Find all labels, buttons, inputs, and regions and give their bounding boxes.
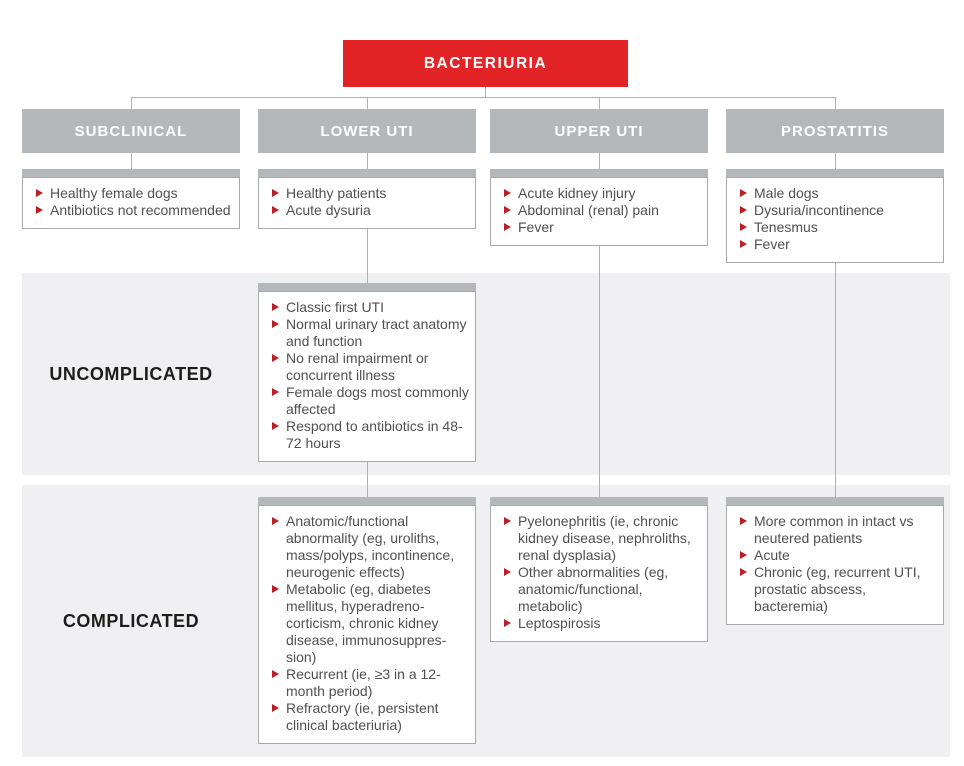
list-item <box>265 581 469 666</box>
list-item <box>265 185 469 202</box>
list-item <box>733 236 937 253</box>
list-item-text: Acute dysuria <box>286 202 371 218</box>
list-item-text: Fever <box>754 236 790 252</box>
list-item <box>497 202 701 219</box>
bullet-list <box>265 513 469 734</box>
bullet-arrow-icon <box>740 240 747 248</box>
list-item <box>265 513 469 581</box>
bullet-arrow-icon <box>740 517 747 525</box>
list-item <box>265 666 469 700</box>
row-label-uncomplicated: UNCOMPLICATED <box>49 363 213 384</box>
list-item-text: Male dogs <box>754 185 819 201</box>
box-cap <box>258 169 476 177</box>
bullet-list <box>733 513 937 615</box>
bullet-list <box>29 185 233 219</box>
bullet-arrow-icon <box>272 585 279 593</box>
bullet-arrow-icon <box>272 206 279 214</box>
list-item-text: Acute kidney injury <box>518 185 636 201</box>
list-item-text: Antibiotics not recommended <box>50 202 231 218</box>
list-item <box>29 185 233 202</box>
list-item-text: Pyelonephritis (ie, chronic kidney disease, nephroliths, renal dysplasia) <box>518 513 691 563</box>
header-lower-uti: LOWER UTI <box>258 109 476 153</box>
box-upper-uti-complicated <box>490 497 708 642</box>
box-lower-uti-signs <box>258 169 476 229</box>
bullet-arrow-icon <box>740 223 747 231</box>
list-item-text: No renal impairment or concurrent illness <box>286 350 429 383</box>
list-item <box>497 185 701 202</box>
bullet-arrow-icon <box>504 568 511 576</box>
list-item <box>29 202 233 219</box>
list-item-text: Leptospirosis <box>518 615 601 631</box>
bullet-arrow-icon <box>272 704 279 712</box>
bullet-arrow-icon <box>36 189 43 197</box>
list-item <box>497 564 701 615</box>
root-node-bacteriuria: BACTERIURIA <box>343 40 628 87</box>
connector-upper-uti-complicated <box>599 245 600 500</box>
box-prostatitis-complicated <box>726 497 944 625</box>
bullet-arrow-icon <box>272 388 279 396</box>
box-lower-uti-complicated <box>258 497 476 744</box>
bullet-arrow-icon <box>504 206 511 214</box>
list-item-text: Fever <box>518 219 554 235</box>
list-item-text: Anatomic/functional abnormality (eg, uroliths, mass/polyps, incontinence, neurogenic effects) <box>286 513 455 580</box>
list-item-text: Chronic (eg, recurrent UTI, prostatic abscess, bacteremia) <box>754 564 921 614</box>
list-item <box>497 219 701 236</box>
list-item-text: Tenesmus <box>754 219 818 235</box>
list-item-text: Abdominal (renal) pain <box>518 202 659 218</box>
bullet-list <box>265 185 469 219</box>
connector-horizontal <box>131 97 836 98</box>
box-cap <box>490 169 708 177</box>
bullet-arrow-icon <box>272 517 279 525</box>
list-item-text: Respond to antibiotics in 48-72 hours <box>286 418 463 451</box>
header-prostatitis: PROSTATITIS <box>726 109 944 153</box>
bullet-arrow-icon <box>272 189 279 197</box>
list-item <box>733 564 937 615</box>
list-item-text: Normal urinary tract anatomy and function <box>286 316 467 349</box>
box-lower-uti-uncomplicated <box>258 283 476 462</box>
list-item-text: Healthy patients <box>286 185 387 201</box>
bullet-arrow-icon <box>740 206 747 214</box>
bullet-arrow-icon <box>36 206 43 214</box>
list-item-text: Recurrent (ie, ≥3 in a 12-month period) <box>286 666 441 699</box>
bullet-arrow-icon <box>740 551 747 559</box>
list-item <box>497 615 701 632</box>
list-item <box>265 384 469 418</box>
bullet-arrow-icon <box>504 189 511 197</box>
bullet-list <box>265 299 469 452</box>
list-item <box>733 513 937 547</box>
bullet-arrow-icon <box>504 517 511 525</box>
bullet-arrow-icon <box>272 303 279 311</box>
connector-prostatitis-complicated <box>835 245 836 500</box>
list-item-text: More common in intact vs neutered patients <box>754 513 914 546</box>
box-cap <box>22 169 240 177</box>
list-item <box>265 350 469 384</box>
list-item <box>733 219 937 236</box>
list-item <box>265 418 469 452</box>
box-cap <box>490 497 708 505</box>
box-cap <box>258 283 476 291</box>
bullet-arrow-icon <box>272 354 279 362</box>
box-cap <box>258 497 476 505</box>
header-subclinical: SUBCLINICAL <box>22 109 240 153</box>
bullet-arrow-icon <box>272 320 279 328</box>
list-item-text: Other abnormalities (eg, anatomic/functional, metabolic) <box>518 564 669 614</box>
list-item-text: Refractory (ie, persistent clinical bacteriuria) <box>286 700 439 733</box>
row-label-complicated: COMPLICATED <box>62 610 200 631</box>
list-item <box>733 185 937 202</box>
bullet-arrow-icon <box>272 670 279 678</box>
bullet-arrow-icon <box>504 223 511 231</box>
list-item-text: Healthy female dogs <box>50 185 178 201</box>
list-item <box>265 700 469 734</box>
list-item-text: Dysuria/incontinence <box>754 202 884 218</box>
list-item <box>265 202 469 219</box>
list-item <box>733 202 937 219</box>
header-upper-uti: UPPER UTI <box>490 109 708 153</box>
list-item <box>265 316 469 350</box>
list-item <box>733 547 937 564</box>
bullet-arrow-icon <box>740 189 747 197</box>
bullet-arrow-icon <box>272 422 279 430</box>
list-item-text: Acute <box>754 547 790 563</box>
bullet-arrow-icon <box>504 619 511 627</box>
box-prostatitis-signs <box>726 169 944 263</box>
list-item <box>265 299 469 316</box>
bullet-list <box>497 513 701 632</box>
box-upper-uti-signs <box>490 169 708 246</box>
list-item <box>497 513 701 564</box>
list-item-text: Female dogs most commonly affected <box>286 384 469 417</box>
list-item-text: Metabolic (eg, diabetes mellitus, hyperadreno-corticism, chronic kidney disease, immunosuppres-sion) <box>286 581 447 665</box>
list-item-text: Classic first UTI <box>286 299 384 315</box>
box-cap <box>726 169 944 177</box>
box-cap <box>726 497 944 505</box>
bullet-list <box>497 185 701 236</box>
box-subclinical-signs <box>22 169 240 229</box>
bullet-arrow-icon <box>740 568 747 576</box>
bullet-list <box>733 185 937 253</box>
